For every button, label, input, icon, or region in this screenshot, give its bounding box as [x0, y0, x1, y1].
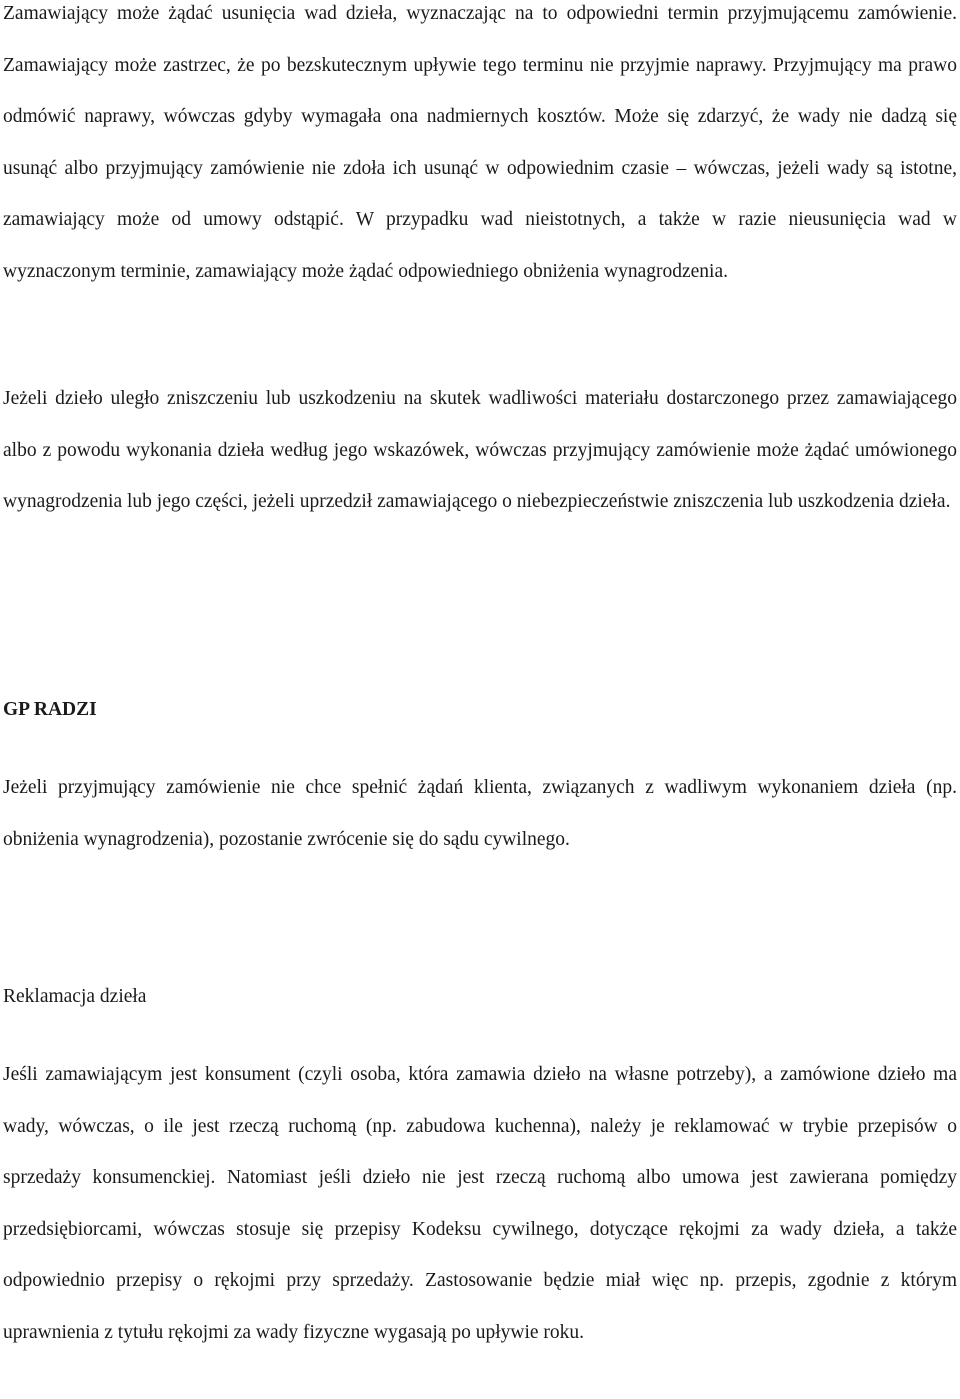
paragraph-defect-removal: Zamawiający może żądać usunięcia wad dzieła, wyznaczając na to odpowiedni termin przyjmującemu zamówienie. Zamawiający może zastrzec, że po bezskutecznym upływie tego terminu nie przyjmie naprawy. Przyjmujący ma prawo odmówić naprawy, wówczas gdyby wymagała ona nadmiernych kosztów. Może się zdarzyć, że wady nie dadzą się usunąć albo przyjmujący zamówienie nie zdoła ich usunąć w odpowiednim czasie – wówczas, jeżeli wady są istotne, zamawiający może od umowy odstąpić. W przypadku wad nieistotnych, a także w razie nieusunięcia wad w wyznaczonym terminie, zamawiający może żądać odpowiedniego obniżenia wynagrodzenia.	[3, 3, 957, 282]
heading-gp-radzi: GP RADZI	[3, 699, 97, 720]
paragraph-destruction-damage: Jeżeli dzieło uległo zniszczeniu lub uszkodzeniu na skutek wadliwości materiału dostarczonego przez zamawiającego albo z powodu wykonania dzieła według jego wskazówek, wówczas przyjmujący zamówienie może żądać umówionego wynagrodzenia lub jego części, jeżeli uprzedził zamawiającego o niebezpieczeństwie zniszczenia lub uszkodzenia dzieła.	[3, 388, 957, 512]
paragraph-advice: Jeżeli przyjmujący zamówienie nie chce spełnić żądań klienta, związanych z wadliwym wykonaniem dzieła (np. obniżenia wynagrodzenia), pozostanie zwrócenie się do sądu cywilnego.	[3, 777, 957, 850]
paragraph-complaint: Jeśli zamawiającym jest konsument (czyli osoba, która zamawia dzieło na własne potrzeby), a zamówione dzieło ma wady, wówczas, o ile jest rzeczą ruchomą (np. zabudowa kuchenna), należy je reklamować w trybie przepisów o sprzedaży konsumenckiej. Natomiast jeśli dzieło nie jest rzeczą ruchomą albo umowa jest zawierana pomiędzy przedsiębiorcami, wówczas stosuje się przepisy Kodeksu cywilnego, dotyczące rękojmi za wady dzieła, a także odpowiednio przepisy o rękojmi przy sprzedaży. Zastosowanie będzie miał więc np. przepis, zgodnie z którym uprawnienia z tytułu rękojmi za wady fizyczne wygasają po upływie roku.	[3, 1064, 957, 1343]
section-title-reklamacja: Reklamacja dzieła	[3, 986, 147, 1007]
